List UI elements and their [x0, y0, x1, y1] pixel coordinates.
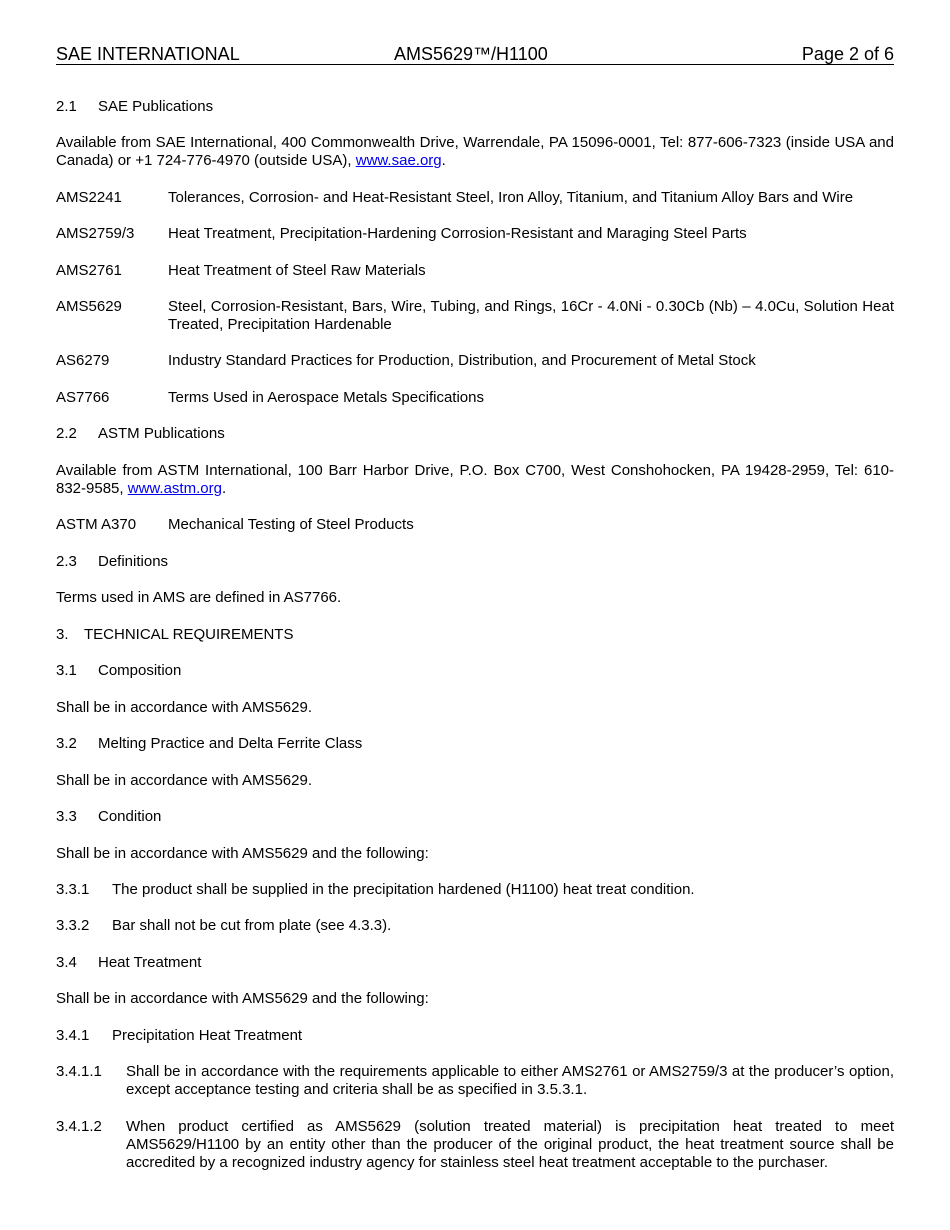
reference-title: Heat Treatment of Steel Raw Materials	[168, 262, 426, 279]
subsection-number: 3.4.1.2	[56, 1118, 102, 1135]
astm-availability-paragraph	[56, 462, 894, 498]
section-title: SAE Publications	[98, 98, 214, 115]
subsection-3-3-2	[56, 917, 894, 935]
section-heading-2-2	[56, 425, 894, 443]
subsection-number: 3.4.1.1	[56, 1063, 102, 1080]
subsection-3-3-1	[56, 881, 894, 899]
section-number: 2.2	[56, 425, 77, 442]
section-heading-3	[56, 626, 894, 644]
section-title: Condition	[98, 808, 162, 825]
section-title: Heat Treatment	[98, 954, 202, 971]
section-number: 3.1	[56, 662, 77, 679]
header-org: SAE INTERNATIONAL	[56, 44, 240, 64]
subsection-text: Shall be in accordance with the requirements applicable to either AMS2761 or AMS2759/3 at the producer’s option, except acceptance testing and criteria shall be as specified in 3.5.3.1.	[126, 1063, 894, 1098]
reference-title: Terms Used in Aerospace Metals Specifications	[168, 389, 484, 406]
reference-title: Industry Standard Practices for Production, Distribution, and Procurement of Metal Stock	[168, 352, 756, 369]
section-number: 3.4	[56, 954, 77, 971]
sentence-end: .	[221, 480, 227, 497]
reference-title: Tolerances, Corrosion- and Heat-Resistant Steel, Iron Alloy, Titanium, and Titanium Alloy Bars and Wire	[168, 189, 854, 206]
section-title: Composition	[98, 662, 182, 679]
section-number: 2.3	[56, 553, 77, 570]
sae-availability-text: Available from SAE International, 400 Commonwealth Drive, Warrendale, PA 15096-0001, Tel: 877-606-7323 (inside USA and Canada) or +1 724-776-4970 (outside USA),	[56, 134, 894, 169]
section-number: 3.3	[56, 808, 77, 825]
section-number: 3.	[56, 626, 69, 643]
melting-practice-text: Shall be in accordance with AMS5629.	[56, 772, 312, 789]
definitions-text: Terms used in AMS are defined in AS7766.	[56, 589, 342, 606]
reference-code: AMS2761	[56, 262, 122, 279]
reference-code: AMS2241	[56, 189, 122, 206]
reference-title: Mechanical Testing of Steel Products	[168, 516, 414, 533]
subsection-number: 3.3.1	[56, 881, 90, 898]
composition-text: Shall be in accordance with AMS5629.	[56, 699, 312, 716]
section-title: TECHNICAL REQUIREMENTS	[84, 626, 294, 643]
reference-code: ASTM A370	[56, 516, 137, 533]
section-heading-3-1	[56, 662, 894, 680]
section-title: Definitions	[98, 553, 169, 570]
condition-text: Shall be in accordance with AMS5629 and the following:	[56, 845, 429, 862]
section-heading-2-3	[56, 553, 894, 571]
subsection-text: The product shall be supplied in the precipitation hardened (H1100) heat treat condition.	[112, 881, 695, 898]
reference-title: Steel, Corrosion-Resistant, Bars, Wire, Tubing, and Rings, 16Cr - 4.0Ni - 0.30Cb (Nb) – 4.0Cu, Solution Heat Treated, Precipitation Hardenable	[168, 298, 894, 333]
subsection-number: 3.4.1	[56, 1027, 90, 1044]
section-heading-2-1	[56, 98, 894, 116]
reference-code: AS6279	[56, 352, 110, 369]
sentence-end: .	[441, 152, 446, 169]
section-heading-3-3	[56, 808, 894, 826]
sae-website-link[interactable]: www.sae.org	[355, 152, 442, 169]
subsection-number: 3.3.2	[56, 917, 90, 934]
astm-availability-text: Available from ASTM International, 100 Barr Harbor Drive, P.O. Box C700, West Conshohocken, PA 19428-2959, Tel: 610-832-9585,	[56, 462, 894, 497]
section-number: 2.1	[56, 98, 77, 115]
section-title: Melting Practice and Delta Ferrite Class	[98, 735, 363, 752]
reference-code: AMS2759/3	[56, 225, 135, 242]
subsection-text: When product certified as AMS5629 (solution treated material) is precipitation heat treated to meet AMS5629/H1100 by an entity other than the producer of the original product, the heat treatment source shall be accredited by a recognized industry agency for stainless steel heat treatment acceptable to the purchaser.	[126, 1118, 894, 1171]
reference-code: AMS5629	[56, 298, 122, 315]
section-heading-3-4	[56, 954, 894, 972]
section-heading-3-2	[56, 735, 894, 753]
header-page-number: Page 2 of 6	[801, 44, 894, 64]
subsection-3-4-1	[56, 1027, 894, 1045]
subsection-title: Precipitation Heat Treatment	[112, 1027, 303, 1044]
reference-title: Heat Treatment, Precipitation-Hardening Corrosion-Resistant and Maraging Steel Parts	[168, 225, 747, 242]
page-header	[56, 44, 894, 65]
reference-code: AS7766	[56, 389, 110, 406]
header-doc-id: AMS5629™/H1100	[394, 44, 548, 64]
heat-treatment-text: Shall be in accordance with AMS5629 and the following:	[56, 990, 429, 1007]
sae-availability-paragraph	[56, 134, 894, 170]
section-title: ASTM Publications	[98, 425, 225, 442]
section-number: 3.2	[56, 735, 77, 752]
subsection-text: Bar shall not be cut from plate (see 4.3.3).	[112, 917, 392, 934]
astm-website-link[interactable]: www.astm.org	[127, 480, 222, 497]
